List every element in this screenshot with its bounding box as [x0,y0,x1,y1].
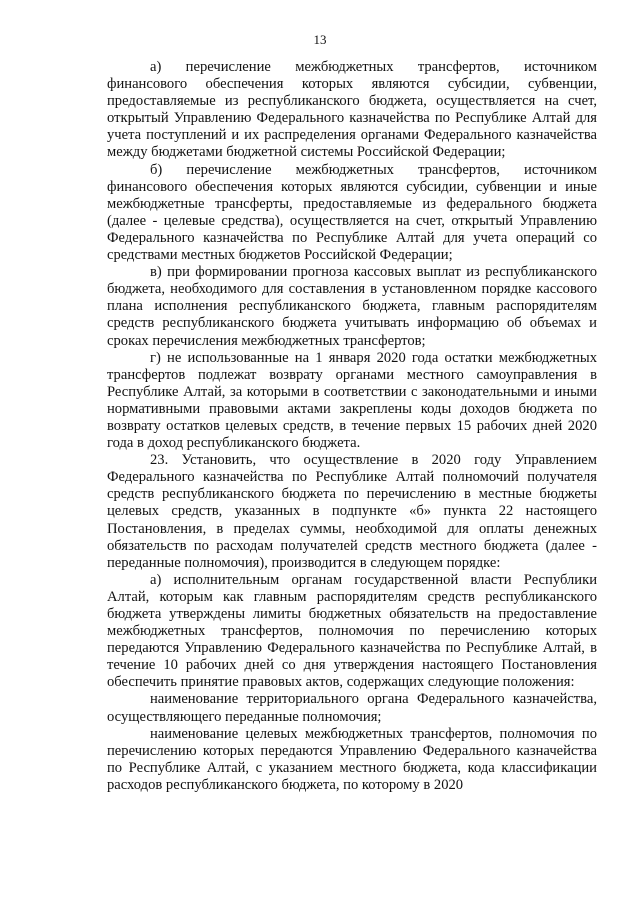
paragraph-23a-item-1: наименование территориального органа Федерального казначейства, осуществляющего переданные полномочия; [107,691,597,725]
page-number: 13 [313,32,327,47]
document-body [107,59,597,794]
paragraph-22a: а) перечисление межбюджетных трансфертов, источником финансового обеспечения которых являются субсидии, субвенции, предоставляемые из республиканского бюджета, осуществляется на счет, открытый Управлению Федерального казначейства по Республике Алтай для учета поступлений и их распределения органами Федерального казначейства между бюджетами бюджетной системы Российской Федерации; [107,59,597,161]
paragraph-23a: а) исполнительным органам государственной власти Республики Алтай, которым как главным распорядителям средств республиканского бюджета утверждены лимиты бюджетных обязательств на предоставление межбюджетных трансфертов, полномочия по перечислению которых передаются Управлению Федерального казначейства по Республике Алтай, в течение 10 рабочих дней со дня утверждения настоящего Постановления обеспечить принятие правовых актов, содержащих следующие положения: [107,571,597,691]
paragraph-22b: б) перечисление межбюджетных трансфертов, источником финансового обеспечения которых являются субсидии, субвенции и иные межбюджетные трансферты, предоставляемые из федерального бюджета (далее - целевые средства), осуществляется на счет, открытый Управлению Федерального казначейства по Республике Алтай для учета операций со средствами местных бюджетов Российской Федерации; [107,161,597,264]
paragraph-23a-item-2: наименование целевых межбюджетных трансфертов, полномочия по перечислению которых передаются Управлению Федерального казначейства по Республике Алтай, с указанием местного бюджета, кода классификации расходов республиканского бюджета, по которому в 2020 [107,725,597,793]
paragraph-22g: г) не использованные на 1 января 2020 года остатки межбюджетных трансфертов подлежат возврату органами местного самоуправления в Республике Алтай, за которыми в соответствии с законодательными и иными нормативными правовыми актами закреплены коды доходов бюджета по возврату остатков целевых средств, в течение первых 15 рабочих дней 2020 года в доход республиканского бюджета. [107,349,597,452]
paragraph-22v: в) при формировании прогноза кассовых выплат из республиканского бюджета, необходимого для составления в установленном порядке кассового плана исполнения республиканского бюджета, главным распорядителям средств республиканского бюджета учитывать информацию об объемах и сроках перечисления межбюджетных трансфертов; [107,264,597,349]
paragraph-23: 23. Установить, что осуществление в 2020 году Управлением Федерального казначейства по Республике Алтай полномочий получателя средств республиканского бюджета по перечислению в местные бюджеты целевых средств, указанных в подпункте «б» пункта 22 настоящего Постановления, в пределах суммы, необходимой для оплаты денежных обязательств по расходам получателей средств местного бюджета (далее - переданные полномочия), производится в следующем порядке: [107,452,597,571]
